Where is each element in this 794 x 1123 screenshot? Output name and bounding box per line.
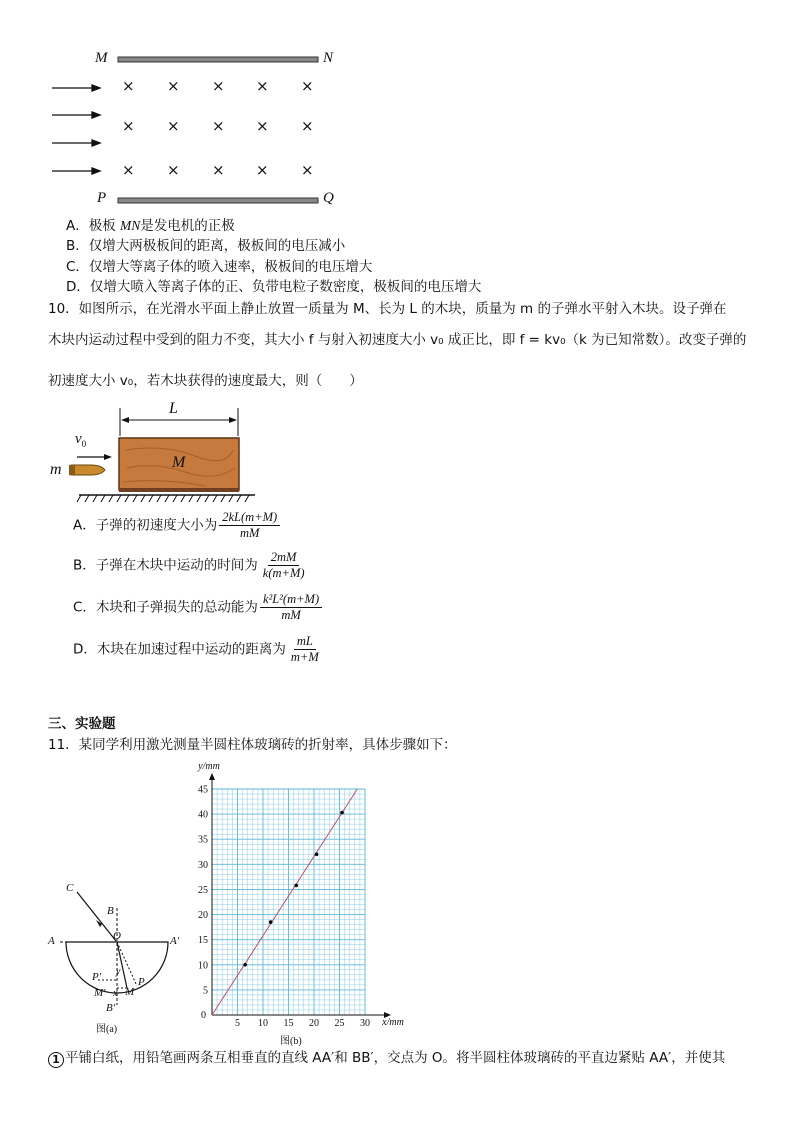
chart [185,756,415,1052]
section-heading: 三、实验题 [48,716,116,732]
field-figure [40,45,360,215]
field-cross: × [167,161,180,179]
plate-mn [118,57,318,62]
label-n: N [323,50,334,66]
fig-a-label-b: B [107,905,114,917]
data-point [269,920,273,924]
figure-a [40,880,190,1040]
x-axis-label: x/mm [382,1017,404,1028]
field-cross: × [122,161,135,179]
field-cross: × [122,117,135,135]
block-figure [45,398,265,506]
figure-b [185,756,415,1052]
y-axis-label: y/mm [198,761,220,772]
q9-option-c: C．仅增大等离子体的喷入速率，极板间的电压增大 [66,259,373,275]
field-cross: × [301,117,314,135]
fig-a-label-c: C [66,882,74,894]
q9-option-d: D．仅增大喷入等离子体的正、负带电粒子数密度，极板间的电压增大 [66,279,482,295]
q11-line1: 11．某同学利用激光测量半圆柱体玻璃砖的折射率，具体步骤如下： [48,737,457,753]
field-cross: × [301,161,314,179]
x-tick-label: 5 [235,1018,240,1029]
label-l: L [169,400,178,417]
x-tick-label: 10 [258,1018,268,1029]
field-cross: × [212,77,225,95]
field-cross: × [301,77,314,95]
step1-number: 1 [48,1052,64,1068]
x-tick-label: 30 [360,1018,370,1029]
label-q: Q [323,190,334,206]
label-p: P [97,190,107,206]
y-tick-label: 5 [203,985,208,997]
q10-option-d: D．木块在加速过程中运动的距离为 $\frac{mL}{m+M}$ [73,634,319,664]
q11-step1: 1 平铺白纸，用铅笔画两条互相垂直的直线 AA′和 BB′，交点为 O。将半圆柱体玻璃砖的平直边紧贴 AA′，并使其 [48,1049,725,1068]
fig-a-label-o: O [113,930,121,942]
y-tick-label: 20 [198,910,208,922]
fig-a-label-p-prime: P′ [92,971,102,983]
field-cross: × [122,77,135,95]
fig-a-label-y: y [116,966,121,977]
label-bullet-m: m [50,461,62,478]
fit-line [212,789,357,1015]
q9-option-a: A．极板 MN是发电机的正极 [66,218,235,234]
field-cross: × [256,77,269,95]
q10-line1: 10．如图所示，在光滑水平面上静止放置一质量为 M、长为 L 的木块，质量为 m 的子弹水平射入木块。设子弹在 [48,301,727,317]
y-tick-label: 45 [198,784,208,796]
bullet [71,465,105,475]
fig-a-caption: 图(a) [96,1024,118,1035]
x-tick-label: 15 [283,1018,294,1029]
data-point [294,884,298,888]
y-tick-label: 15 [198,935,208,947]
q10-option-a: A．子弹的初速度大小为 $\frac{2kL(m+M)}{mM}$ [73,510,280,541]
x-tick-label: 20 [309,1018,319,1029]
label-v0: $v_0$ [75,431,87,449]
y-tick-label: 35 [198,834,208,846]
q10-line2: 木块内运动过程中受到的阻力不变，其大小 f 与射入初速度大小 v₀ 成正比，即 f = kv₀（k 为已知常数）。改变子弹的 [48,332,747,348]
q10-option-b: B．子弹在木块中运动的时间为 $\frac{2mM}{k(m+M)}$ [73,550,305,580]
q9-option-b: B．仅增大两极板间的距离，极板间的电压减小 [66,238,346,254]
x-tick-label: 25 [334,1018,345,1029]
data-point [340,811,344,815]
data-point [315,852,319,856]
origin-label: 0 [201,1010,206,1021]
q10-line3: 初速度大小 v₀，若木块获得的速度最大，则（ ） [48,373,363,389]
fig-a-label-b-prime: B′ [106,1002,116,1014]
y-tick-label: 40 [198,809,208,821]
label-block-m: M [172,454,186,471]
field-cross: × [212,161,225,179]
field-cross: × [256,161,269,179]
field-cross: × [167,117,180,135]
figure-a-diagram [40,880,190,1040]
y-axis-arrow [209,773,215,780]
data-point [243,963,247,967]
fig-a-label-p: P [138,976,145,988]
field-cross: × [212,117,225,135]
field-cross: × [167,77,180,95]
fig-a-label-a-prime: A′ [170,935,180,947]
label-m: M [95,50,108,66]
fig-a-label-m: M [125,986,135,998]
plate-pq [118,198,318,203]
y-tick-label: 10 [198,960,208,972]
block-diagram [45,398,265,506]
flow-arrows [52,85,100,174]
fig-a-label-a: A [48,935,55,947]
field-cross: × [256,117,269,135]
y-tick-label: 30 [198,859,208,871]
fig-b-caption: 图(b) [280,1036,302,1047]
y-tick-label: 25 [198,884,208,896]
fig-a-label-x: x [113,988,118,999]
fig-a-label-m-prime: M′ [94,987,106,999]
q10-option-c: C．木块和子弹损失的总动能为 $\frac{\text{k²L²(m+M)}}{mM}$ [73,592,322,623]
